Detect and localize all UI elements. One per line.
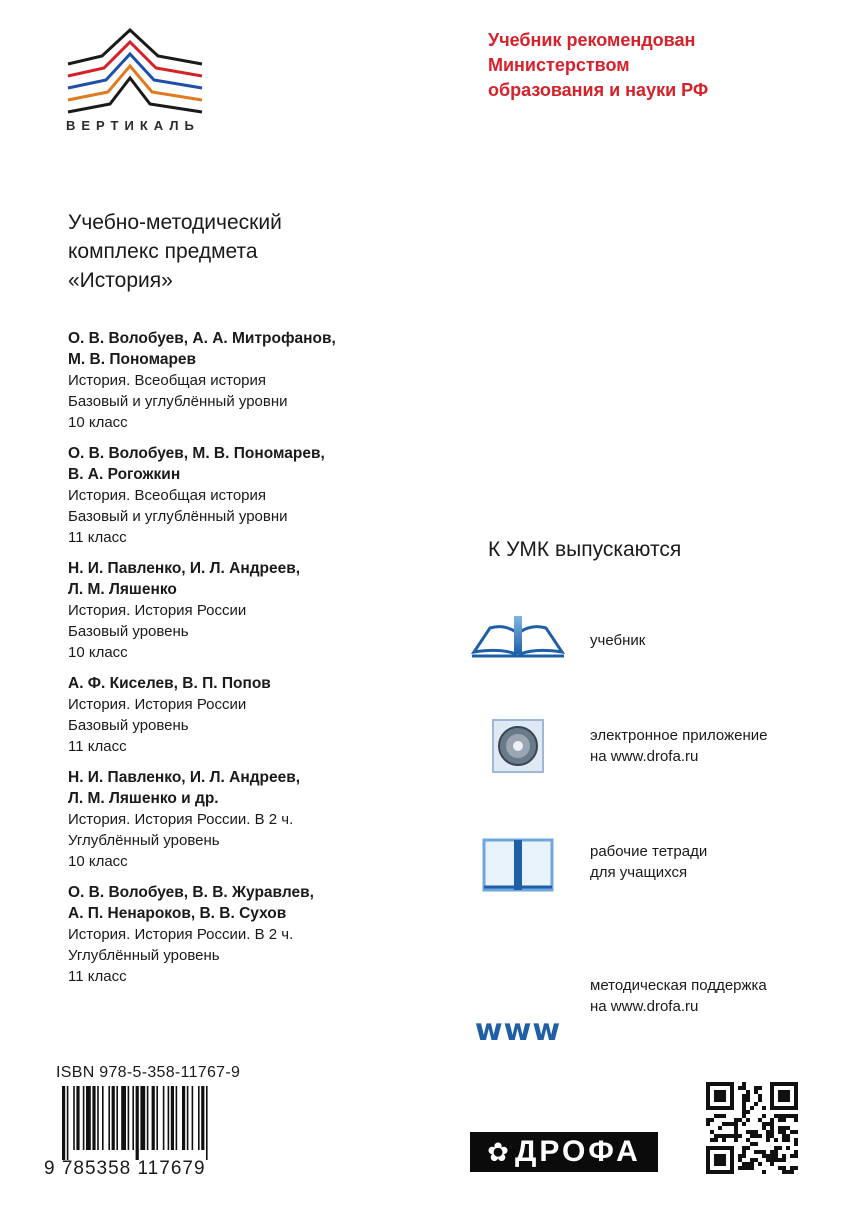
book-level: Углублённый уровень — [68, 947, 220, 964]
book-level: Базовый уровень — [68, 623, 189, 640]
book-level: Базовый уровень — [68, 717, 189, 734]
recommendation-line: Министерством — [488, 55, 630, 75]
complex-title-line: комплекс предмета — [68, 240, 258, 263]
book-authors: Л. М. Ляшенко — [68, 581, 177, 598]
book-grade: 10 класс — [68, 644, 128, 661]
book-authors: Н. И. Павленко, И. Л. Андреев, — [68, 560, 301, 577]
publisher-logo-text: ВЕРТИКАЛЬ — [66, 118, 200, 133]
book-title: История. История России. В 2 ч. — [68, 811, 294, 828]
book-authors: А. Ф. Киселев, В. П. Попов — [68, 675, 271, 692]
book-authors: М. В. Пономарев — [68, 351, 197, 368]
umk-item — [590, 975, 767, 1017]
book-level: Базовый и углублённый уровни — [68, 508, 288, 525]
book-title: История. Всеобщая история — [68, 487, 267, 504]
recommendation-line: образования и науки РФ — [488, 80, 709, 100]
book-authors: Л. М. Ляшенко и др. — [68, 790, 219, 807]
umk-item — [590, 630, 645, 651]
book-title: История. История России — [68, 602, 247, 619]
ministry-recommendation — [488, 28, 828, 103]
book-authors: В. А. Рогожкин — [68, 466, 181, 483]
complex-title — [68, 208, 408, 295]
umk-item-label: на www.drofa.ru — [590, 748, 699, 765]
umk-item-label: электронное приложение — [590, 727, 768, 744]
open-book-icon — [468, 612, 568, 660]
book-grade: 11 класс — [68, 968, 127, 985]
workbook-icon — [468, 836, 568, 894]
book-authors: О. В. Волобуев, А. А. Митрофанов, — [68, 330, 336, 347]
umk-item-label: учебник — [590, 632, 646, 649]
book-title: История. История России — [68, 696, 247, 713]
umk-item-label: методическая поддержка — [590, 977, 767, 994]
book-authors: А. П. Ненароков, В. В. Сухов — [68, 905, 287, 922]
vertikal-logo-icon — [62, 28, 212, 118]
book-title: История. Всеобщая история — [68, 372, 267, 389]
umk-item — [590, 841, 707, 883]
book-grade: 10 класс — [68, 853, 128, 870]
drofa-bird-icon: ✿ — [487, 1137, 509, 1167]
umk-item-label: на www.drofa.ru — [590, 998, 699, 1015]
book-entry — [68, 443, 408, 548]
barcode-digits: 9 785358 117679 — [44, 1158, 206, 1179]
umk-heading: К УМК выпускаются — [488, 538, 682, 561]
book-authors: Н. И. Павленко, И. Л. Андреев, — [68, 769, 301, 786]
book-list — [68, 328, 408, 987]
www-icon-text: www — [474, 1012, 562, 1048]
www-icon — [468, 1010, 568, 1050]
book-entry — [68, 328, 408, 433]
publisher-badge — [470, 1132, 658, 1172]
book-entry — [68, 882, 408, 987]
complex-title-line: Учебно-методический — [68, 211, 282, 234]
book-grade: 10 класс — [68, 414, 128, 431]
book-authors: О. В. Волобуев, В. В. Журавлев, — [68, 884, 314, 901]
book-entry — [68, 767, 408, 872]
recommendation-line: Учебник рекомендован — [488, 30, 696, 50]
cd-disc-icon — [468, 718, 568, 774]
book-level: Углублённый уровень — [68, 832, 220, 849]
umk-item-label: рабочие тетради — [590, 843, 708, 860]
book-title: История. История России. В 2 ч. — [68, 926, 294, 943]
book-grade: 11 класс — [68, 529, 127, 546]
barcode-icon — [62, 1086, 248, 1160]
umk-item — [590, 725, 767, 767]
isbn-number: ISBN 978-5-358-11767-9 — [56, 1064, 241, 1081]
book-authors: О. В. Волобуев, М. В. Пономарев, — [68, 445, 325, 462]
publisher-name: ДРОФА — [514, 1135, 641, 1168]
book-entry — [68, 673, 408, 757]
qr-code-icon — [706, 1082, 798, 1174]
book-level: Базовый и углублённый уровни — [68, 393, 288, 410]
book-grade: 11 класс — [68, 738, 127, 755]
umk-item-label: для учащихся — [590, 864, 688, 881]
complex-title-line: «История» — [68, 269, 173, 292]
book-entry — [68, 558, 408, 663]
